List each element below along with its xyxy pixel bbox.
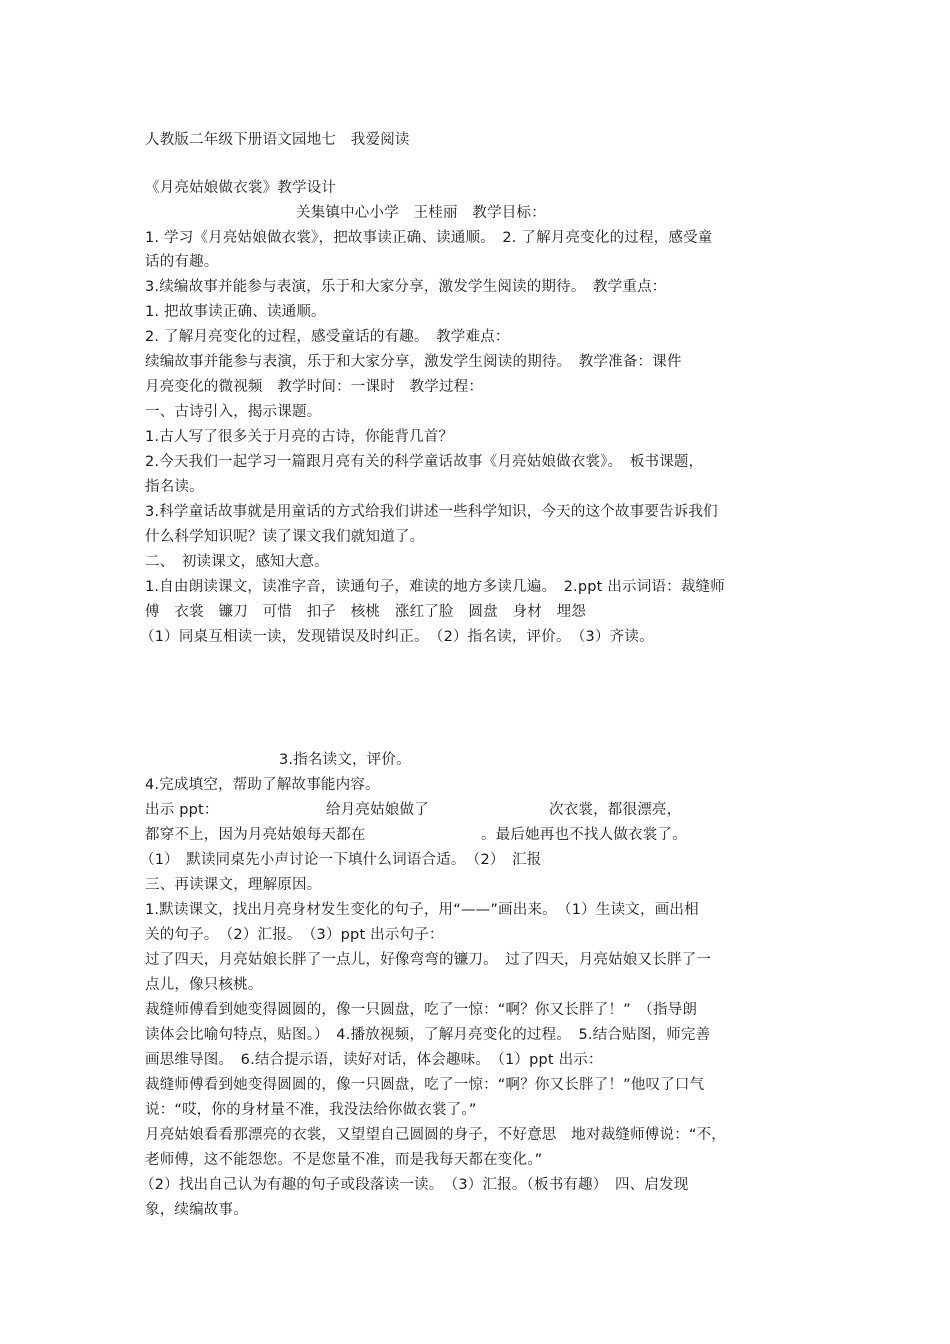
text-line: 3.指名读文，评价。 [279,752,411,768]
text-line: 话的有趣。 [145,254,219,270]
text-line: 1.古人写了很多关于月亮的古诗，你能背几首？ [145,429,454,445]
text-line: （1）同桌互相读一读，发现错误及时纠正。 （2）指名读，评价。 （3）齐读。 [140,629,654,645]
text-line: 续编故事并能参与表演，乐于和大家分享，激发学生阅读的期待。 教学准备：课件 [145,354,682,370]
text-line: 4.完成填空，帮助了解故事能内容。 [145,777,380,793]
doc-subtitle: 《月亮姑娘做衣裳》教学设计 [145,180,337,196]
section-heading: 三、再读课文，理解原因。 [145,877,322,893]
text-line: 月亮变化的微视频 教学时间：一课时 教学过程： [145,379,484,395]
text-line: 3.科学童话故事就是用童话的方式给我们讲述一些科学知识，今天的这个故事要告诉我们 [145,504,718,520]
section-heading: 二、 初读课文，感知大意。 [145,554,329,570]
fill-blank-text: 次衣裳，都很漂亮， [549,802,682,818]
text-line: 说：“哎，你的身材量不准，我没法给你做衣裳了。” [145,1102,477,1118]
text-line: 1. 学习《月亮姑娘做衣裳》，把故事读正确、读通顺。 2. 了解月亮变化的过程，感受童 [145,230,713,246]
text-line: 傅 衣裳 镰刀 可惜 扣子 核桃 涨红了脸 圆盘 身材 埋怨 [145,604,586,620]
text-line: 指名读。 [145,479,204,495]
fill-blank-text: 都穿不上，因为月亮姑娘每天都在 [145,827,366,843]
text-line: 裁缝师傅看到她变得圆圆的，像一只圆盘，吃了一惊：“啊？你又长胖了！” （指导朗 [145,1002,698,1018]
text-line: 2.今天我们一起学习一篇跟月亮有关的科学童话故事《月亮姑娘做衣裳》。 板书课题， [145,454,704,470]
text-line: 1. 把故事读正确、读通顺。 [145,304,326,320]
fill-blank-text: 。最后她再也不找人做衣裳了。 [481,827,687,843]
text-line: （1） 默读同桌先小声讨论一下填什么词语合适。 （2） 汇报 [140,852,542,868]
text-line: 读体会比喻句特点，贴图。） 4.播放视频，了解月亮变化的过程。 5.结合贴图，师完善 [145,1027,711,1043]
text-line: 什么科学知识呢？读了课文我们就知道了。 [145,529,425,545]
section-heading: 一、古诗引入，揭示课题。 [145,404,322,420]
text-line: 关的句子。 （2）汇报。 （3）ppt 出示句子： [145,927,444,943]
text-line: 过了四天，月亮姑娘长胖了一点儿，好像弯弯的镰刀。 过了四天，月亮姑娘又长胖了一 [145,952,712,968]
text-line: 3.续编故事并能参与表演，乐于和大家分享，激发学生阅读的期待。 教学重点： [145,279,667,295]
text-line: 2. 了解月亮变化的过程，感受童话的有趣。 教学难点： [145,329,510,345]
text-line: （2）找出自己认为有趣的句子或段落读一读。 （3）汇报。（板书有趣） 四、启发现 [140,1177,689,1193]
text-line: 月亮姑娘看看那漂亮的衣裳，又望望自己圆圆的身子，不好意思 地对裁缝师傅说：“不， [145,1127,727,1143]
text-line: 点儿，像只核桃。 [145,977,263,993]
text-line: 画思维导图。 6.结合提示语，读好对话，体会趣味。 （1）ppt 出示： [145,1052,603,1068]
fill-blank-label: 出示 ppt： [145,802,219,818]
text-line: 1.自由朗读课文，读准字音，读通句子，难读的地方多读几遍。 2.ppt 出示词语：裁缝师 [145,579,725,595]
text-line: 1.默读课文，找出月亮身材发生变化的句子，用“——”画出来。 （1）生读文，画出相 [145,902,699,918]
text-line: 象，续编故事。 [145,1202,248,1218]
fill-blank-text: 给月亮姑娘做了 [326,802,429,818]
text-line: 裁缝师傅看到她变得圆圆的，像一只圆盘，吃了一惊：“啊？你又长胖了！”他叹了口气 [145,1077,705,1093]
text-line: 老师傅，这不能怨您。不是您量不准，而是我每天都在变化。” [145,1152,543,1168]
author-line: 关集镇中心小学 王桂丽 教学目标： [296,205,546,221]
doc-title: 人教版二年级下册语文园地七 我爱阅读 [145,132,410,148]
